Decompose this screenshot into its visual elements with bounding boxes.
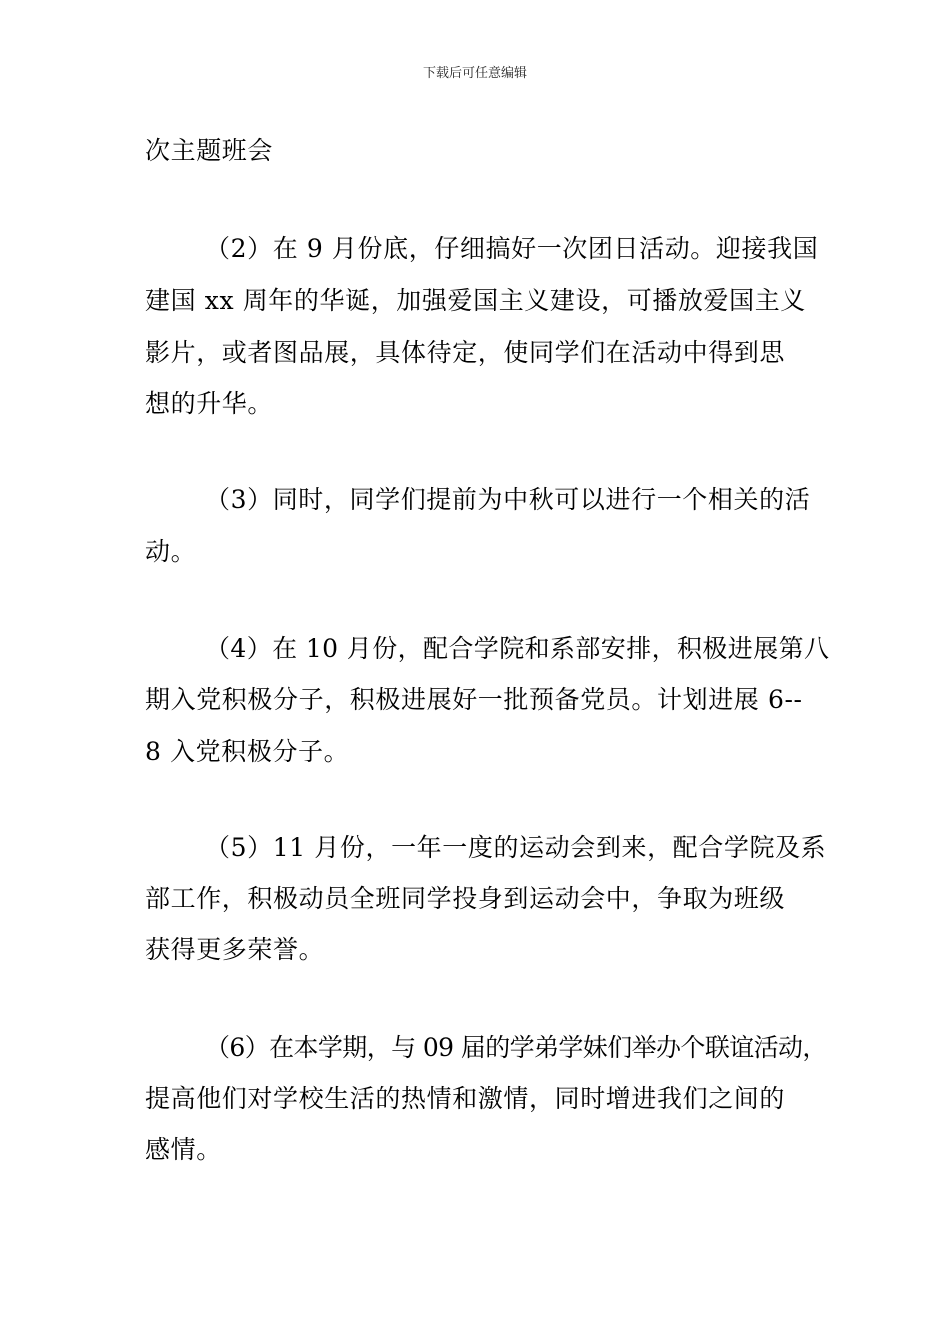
paragraph-2-line-4: 想的升华。	[145, 389, 274, 418]
paragraph-6-line-2: 提高他们对学校生活的热情和激情，同时增进我们之间的	[145, 1084, 786, 1113]
paragraph-4-line-2: 期入党积极分子，积极进展好一批预备党员。计划进展 6--	[145, 685, 803, 714]
paragraph-2-line-1: （2）在 9 月份底，仔细搞好一次团日活动。迎接我国	[205, 234, 819, 263]
paragraph-6-line-3: 感情。	[145, 1135, 222, 1164]
paragraph-2-line-2: 建国 xx 周年的华诞，加强爱国主义建设，可播放爱国主义	[145, 286, 806, 315]
paragraph-3-line-2: 动。	[145, 537, 197, 566]
paragraph-6-line-1: （6）在本学期，与 09 届的学弟学妹们举办个联谊活动，	[205, 1033, 827, 1062]
page-header: 下载后可任意编辑	[422, 66, 527, 81]
paragraph-4-line-3: 8 入党积极分子。	[145, 737, 350, 766]
paragraph-continuation-line: 次主题班会	[145, 136, 274, 165]
paragraph-5-line-3: 获得更多荣誉。	[145, 935, 325, 964]
paragraph-5-line-1: （5）11 月份，一年一度的运动会到来，配合学院及系	[205, 833, 827, 862]
paragraph-4-line-1: （4）在 10 月份，配合学院和系部安排，积极进展第八	[205, 634, 830, 663]
paragraph-3-line-1: （3）同时，同学们提前为中秋可以进行一个相关的活	[205, 485, 811, 514]
paragraph-5-line-2: 部工作，积极动员全班同学投身到运动会中，争取为班级	[145, 884, 786, 913]
paragraph-2-line-3: 影片，或者图品展，具体待定，使同学们在活动中得到思	[145, 338, 786, 367]
